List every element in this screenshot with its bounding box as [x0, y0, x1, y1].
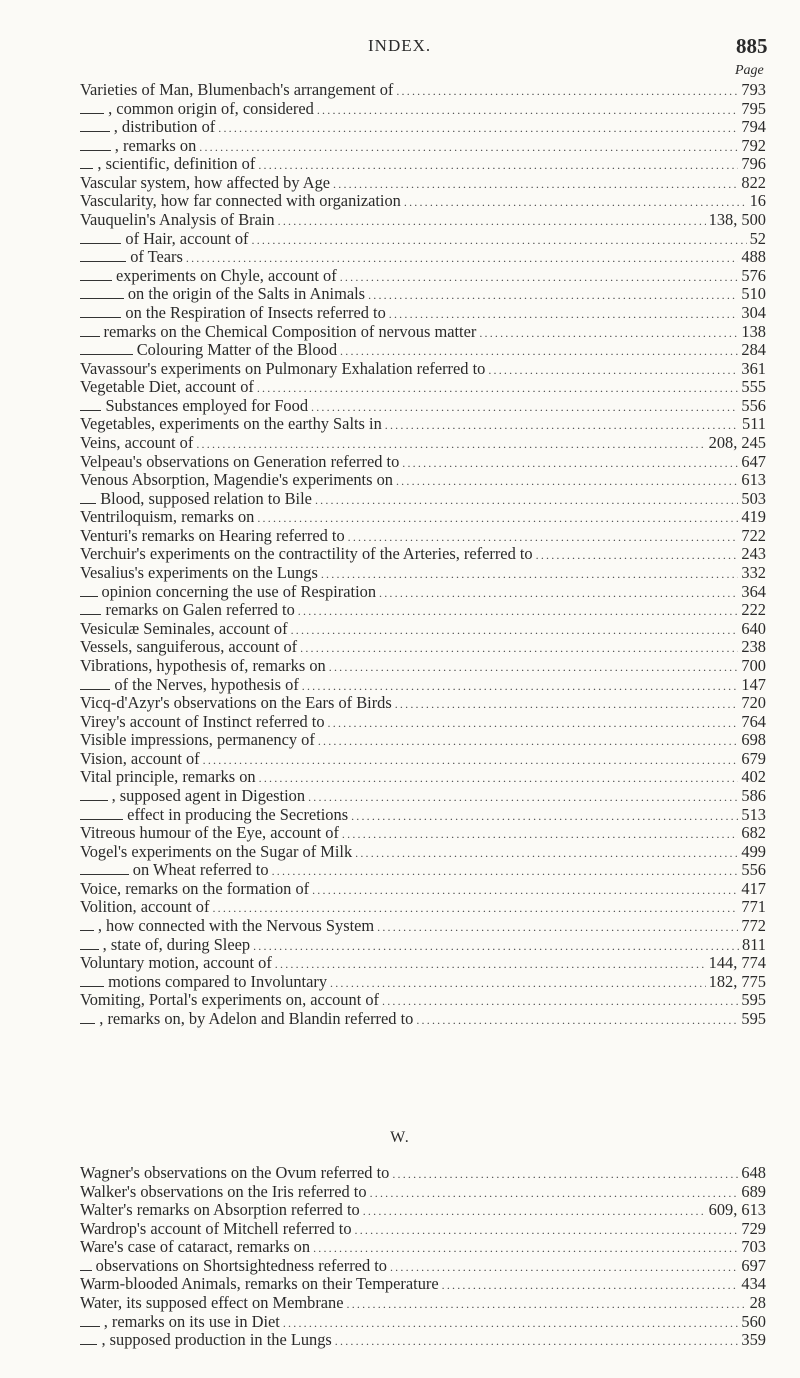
entry-text: , remarks on [114, 135, 197, 155]
entry-text: Vesiculæ Seminales, account of [80, 618, 288, 638]
dot-leader [342, 825, 738, 844]
dot-leader [321, 565, 739, 584]
index-entry [80, 118, 766, 137]
entry-text: Vegetables, experiments on the earthy Salts in [80, 414, 382, 434]
index-entry [80, 397, 766, 416]
entry-text: , state of, during Sleep [102, 934, 251, 954]
entry-page: 488 [741, 247, 766, 267]
index-entries-v [80, 81, 766, 1028]
index-entry [80, 694, 766, 713]
ditto-rule [80, 503, 96, 504]
index-entry [80, 453, 766, 472]
index-entry [80, 1201, 766, 1220]
dot-leader [404, 193, 747, 212]
entry-text: , remarks on its use in Diet [103, 1311, 280, 1331]
entry-page: 576 [741, 265, 766, 285]
entry-page: 682 [741, 823, 766, 843]
dot-leader [328, 714, 739, 733]
entry-page: 722 [741, 525, 766, 545]
entry-text: Vavassour's experiments on Pulmonary Exhalation referred to [80, 358, 486, 378]
dot-leader [335, 1332, 739, 1351]
entry-page: 510 [741, 284, 766, 304]
entry-page: 402 [741, 767, 766, 787]
dot-leader [363, 1202, 706, 1221]
dot-leader [199, 138, 738, 157]
entry-page: 434 [741, 1274, 766, 1294]
ditto-rule [80, 298, 124, 299]
index-entry [80, 508, 766, 527]
dot-leader [385, 416, 739, 435]
ditto-rule [80, 819, 123, 820]
entry-text: Walker's observations on the Iris referred to [80, 1181, 367, 1201]
entry-page: 698 [741, 730, 766, 750]
index-entry [80, 1220, 766, 1239]
index-entry [80, 1313, 766, 1332]
entry-text: Vascular system, how affected by Age [80, 172, 331, 192]
entry-text: Ventriloquism, remarks on [80, 507, 255, 527]
index-entry [80, 285, 766, 304]
ditto-rule [80, 261, 126, 262]
dot-leader [196, 435, 705, 454]
entry-page: 647 [741, 451, 766, 471]
entry-text: Vital principle, remarks on [80, 767, 256, 787]
entry-text: Colouring Matter of the Blood [136, 340, 338, 360]
index-entry [80, 676, 766, 695]
dot-leader [318, 732, 739, 751]
dot-leader [317, 101, 739, 120]
dot-leader [203, 751, 739, 770]
index-entry [80, 657, 766, 676]
entry-text: , supposed agent in Digestion [111, 785, 306, 805]
ditto-rule [80, 800, 108, 801]
entry-text: Virey's account of Instinct referred to [80, 711, 325, 731]
entry-page: 222 [741, 600, 766, 620]
dot-leader [396, 472, 738, 491]
dot-leader [283, 1314, 739, 1333]
ditto-rule [80, 280, 112, 281]
dot-leader [186, 249, 739, 268]
ditto-rule [80, 1326, 100, 1327]
dot-leader [278, 212, 706, 231]
dot-leader [347, 1295, 747, 1314]
entry-page: 503 [741, 488, 766, 508]
entry-text: effect in producing the Secretions [127, 804, 349, 824]
index-entry [80, 137, 766, 156]
index-entry [80, 806, 766, 825]
dot-leader [340, 342, 738, 361]
dot-leader [536, 546, 739, 565]
index-entry [80, 81, 766, 100]
entry-page: 703 [741, 1237, 766, 1257]
entry-text: Verchuir's experiments on the contractility of the Arteries, referred to [80, 544, 533, 564]
dot-leader [258, 156, 738, 175]
ditto-rule [80, 354, 133, 355]
index-entry [80, 1275, 766, 1294]
entry-text: on the origin of the Salts in Animals [127, 284, 366, 304]
index-entry [80, 880, 766, 899]
entry-page: 795 [741, 98, 766, 118]
dot-leader [390, 1258, 738, 1277]
entry-page: 679 [741, 748, 766, 768]
index-entry [80, 415, 766, 434]
entry-page: 720 [741, 693, 766, 713]
dot-leader [291, 621, 739, 640]
entry-text: experiments on Chyle, account of [115, 265, 337, 285]
entry-page: 697 [741, 1255, 766, 1275]
section-heading-w: W. [390, 1129, 410, 1146]
entry-text: Varieties of Man, Blumenbach's arrangement of [80, 80, 394, 99]
entry-page: 238 [741, 637, 766, 657]
ditto-rule [80, 614, 101, 615]
entry-text: Vascularity, how far connected with organization [80, 191, 401, 211]
entry-text: remarks on Galen referred to [105, 600, 295, 620]
dot-leader [329, 658, 739, 677]
page-number: 885 [736, 34, 768, 58]
index-entry [80, 471, 766, 490]
entry-page: 138 [741, 321, 766, 341]
entry-page: 208, 245 [708, 432, 766, 452]
entry-page: 613 [741, 470, 766, 490]
index-entry [80, 304, 766, 323]
dot-leader [351, 807, 738, 826]
dot-leader [315, 491, 738, 510]
index-entry [80, 954, 766, 973]
dot-leader [218, 119, 738, 138]
entry-page: 28 [749, 1293, 766, 1313]
entry-page: 796 [741, 154, 766, 174]
ditto-rule [80, 131, 110, 132]
index-entry [80, 768, 766, 787]
dot-leader [355, 1221, 739, 1240]
dot-leader [259, 769, 739, 788]
index-entry [80, 267, 766, 286]
entry-page: 359 [741, 1330, 766, 1350]
ditto-rule [80, 243, 121, 244]
entry-page: 417 [741, 878, 766, 898]
entry-text: Venous Absorption, Magendie's experiments on [80, 470, 393, 490]
entry-page: 640 [741, 618, 766, 638]
index-entry [80, 1331, 766, 1350]
index-entry [80, 620, 766, 639]
entry-page: 772 [741, 916, 766, 936]
dot-leader [416, 1011, 738, 1030]
page-header [0, 36, 800, 62]
entry-text: remarks on the Chemical Composition of nervous matter [103, 321, 477, 341]
ditto-rule [80, 1344, 97, 1345]
entry-page: 648 [741, 1163, 766, 1182]
entry-text: , scientific, definition of [97, 154, 256, 174]
dot-leader [392, 1165, 738, 1184]
index-entry [80, 360, 766, 379]
index-entry [80, 1164, 766, 1183]
index-entry [80, 787, 766, 806]
entry-text: of the Nerves, hypothesis of [114, 674, 299, 694]
entry-text: Wagner's observations on the Ovum referred to [80, 1163, 390, 1182]
ditto-rule [80, 168, 93, 169]
index-entry [80, 861, 766, 880]
entry-page: 771 [741, 897, 766, 917]
entry-text: Vauquelin's Analysis of Brain [80, 210, 275, 230]
index-entry [80, 583, 766, 602]
dot-leader [312, 881, 738, 900]
entry-page: 811 [742, 934, 766, 954]
index-entry [80, 248, 766, 267]
entry-page: 144, 774 [708, 953, 766, 973]
entry-text: Vomiting, Portal's experiments on, account of [80, 990, 379, 1010]
dot-leader [252, 231, 747, 250]
dot-leader [300, 639, 738, 658]
entry-page: 419 [741, 507, 766, 527]
ditto-rule [80, 336, 100, 337]
index-entry [80, 211, 766, 230]
entry-page: 304 [741, 302, 766, 322]
entry-page: 689 [741, 1181, 766, 1201]
dot-leader [479, 324, 738, 343]
entry-text: Velpeau's observations on Generation referred to [80, 451, 400, 471]
page-column-label: Page [735, 63, 764, 78]
entry-page: 609, 613 [708, 1200, 766, 1220]
dot-leader [257, 379, 739, 398]
index-entry [80, 230, 766, 249]
index-entry [80, 341, 766, 360]
ditto-rule [80, 113, 104, 114]
entry-text: , supposed production in the Lungs [101, 1330, 332, 1350]
entry-text: Vogel's experiments on the Sugar of Milk [80, 841, 353, 861]
index-entry [80, 601, 766, 620]
index-entry [80, 434, 766, 453]
entry-page: 284 [741, 340, 766, 360]
entry-text: observations on Shortsightedness referred to [95, 1255, 387, 1275]
dot-leader [395, 695, 739, 714]
entry-page: 764 [741, 711, 766, 731]
entry-text: Voice, remarks on the formation of [80, 878, 310, 898]
entry-page: 138, 500 [708, 210, 766, 230]
entry-page: 52 [749, 228, 766, 248]
entry-text: on Wheat referred to [132, 860, 269, 880]
ditto-rule [80, 949, 99, 950]
index-entry [80, 527, 766, 546]
entry-text: Vitreous humour of the Eye, account of [80, 823, 339, 843]
ditto-rule [80, 930, 94, 931]
entry-text: Vegetable Diet, account of [80, 377, 254, 397]
entry-page: 16 [749, 191, 766, 211]
entry-page: 499 [741, 841, 766, 861]
dot-leader [488, 361, 738, 380]
entry-text: Vessels, sanguiferous, account of [80, 637, 298, 657]
dot-leader [275, 955, 706, 974]
entry-page: 822 [741, 172, 766, 192]
index-entry [80, 100, 766, 119]
entry-text: opinion concerning the use of Respiration [101, 581, 377, 601]
index-entry [80, 192, 766, 211]
entry-page: 361 [741, 358, 766, 378]
dot-leader [396, 82, 738, 101]
ditto-rule [80, 317, 121, 318]
entry-text: Vesalius's experiments on the Lungs [80, 563, 318, 583]
entry-text: Veins, account of [80, 432, 194, 452]
entry-page: 147 [741, 674, 766, 694]
entry-text: Blood, supposed relation to Bile [100, 488, 312, 508]
dot-leader [272, 862, 739, 881]
dot-leader [253, 937, 739, 956]
entry-page: 595 [741, 990, 766, 1010]
entry-text: Warm-blooded Animals, remarks on their Temperature [80, 1274, 439, 1294]
entry-text: Ware's case of cataract, remarks on [80, 1237, 311, 1257]
index-entry [80, 713, 766, 732]
entry-page: 793 [741, 80, 766, 99]
dot-leader [379, 584, 738, 603]
dot-leader [442, 1276, 739, 1295]
index-entry [80, 843, 766, 862]
index-entry [80, 638, 766, 657]
entry-page: 700 [741, 655, 766, 675]
dot-leader [355, 844, 738, 863]
index-entry [80, 1294, 766, 1313]
index-entry [80, 545, 766, 564]
dot-leader [389, 305, 739, 324]
entry-page: 513 [741, 804, 766, 824]
entry-text: Water, its supposed effect on Membrane [80, 1293, 344, 1313]
dot-leader [308, 788, 738, 807]
ditto-rule [80, 596, 98, 597]
ditto-rule [80, 410, 101, 411]
index-entry [80, 174, 766, 193]
entry-text: , distribution of [113, 117, 216, 137]
dot-leader [330, 974, 706, 993]
index-entry [80, 564, 766, 583]
index-entry [80, 824, 766, 843]
entry-page: 364 [741, 581, 766, 601]
ditto-rule [80, 1023, 95, 1024]
ditto-rule [80, 874, 129, 875]
entry-text: Vicq-d'Azyr's observations on the Ears of Birds [80, 693, 392, 713]
entry-page: 182, 775 [708, 971, 766, 991]
entry-page: 556 [741, 395, 766, 415]
index-entry [80, 750, 766, 769]
dot-leader [377, 918, 738, 937]
index-entry [80, 731, 766, 750]
index-entries-w [80, 1164, 766, 1350]
entry-page: 243 [741, 544, 766, 564]
index-entry [80, 917, 766, 936]
entry-text: , remarks on, by Adelon and Blandin referred to [99, 1008, 414, 1028]
entry-text: Vision, account of [80, 748, 200, 768]
index-entry [80, 323, 766, 342]
entry-text: of Tears [130, 247, 183, 267]
ditto-rule [80, 1270, 92, 1271]
index-entry [80, 898, 766, 917]
dot-leader [370, 1184, 739, 1203]
entry-page: 595 [741, 1008, 766, 1028]
entry-page: 560 [741, 1311, 766, 1331]
index-entry [80, 1257, 766, 1276]
index-entry [80, 490, 766, 509]
dot-leader [402, 454, 738, 473]
entry-page: 332 [741, 563, 766, 583]
entry-text: , how connected with the Nervous System [97, 916, 375, 936]
entry-page: 511 [742, 414, 766, 434]
dot-leader [298, 602, 739, 621]
entry-text: Visible impressions, permanency of [80, 730, 315, 750]
dot-leader [382, 992, 738, 1011]
ditto-rule [80, 150, 111, 151]
index-entry [80, 1238, 766, 1257]
entry-text: , common origin of, considered [108, 98, 314, 118]
entry-text: Vibrations, hypothesis of, remarks on [80, 655, 326, 675]
index-entry [80, 991, 766, 1010]
index-entry [80, 973, 766, 992]
entry-page: 792 [741, 135, 766, 155]
entry-text: Voluntary motion, account of [80, 953, 272, 973]
index-entry [80, 155, 766, 174]
index-entry [80, 936, 766, 955]
entry-text: Wardrop's account of Mitchell referred to [80, 1218, 352, 1238]
entry-text: Walter's remarks on Absorption referred to [80, 1200, 360, 1220]
dot-leader [368, 286, 738, 305]
entry-text: Venturi's remarks on Hearing referred to [80, 525, 345, 545]
entry-text: motions compared to Involuntary [108, 971, 328, 991]
running-title: INDEX. [368, 36, 432, 55]
entry-text: Substances employed for Food [105, 395, 309, 415]
ditto-rule [80, 689, 110, 690]
entry-page: 586 [741, 785, 766, 805]
entry-page: 556 [741, 860, 766, 880]
index-entry [80, 378, 766, 397]
entry-text: of Hair, account of [125, 228, 249, 248]
index-entry [80, 1010, 766, 1029]
entry-text: on the Respiration of Insects referred to [125, 302, 386, 322]
index-entry [80, 1183, 766, 1202]
dot-leader [340, 268, 739, 287]
ditto-rule [80, 986, 104, 987]
entry-page: 794 [741, 117, 766, 137]
entry-text: Volition, account of [80, 897, 210, 917]
entry-page: 729 [741, 1218, 766, 1238]
entry-page: 555 [741, 377, 766, 397]
